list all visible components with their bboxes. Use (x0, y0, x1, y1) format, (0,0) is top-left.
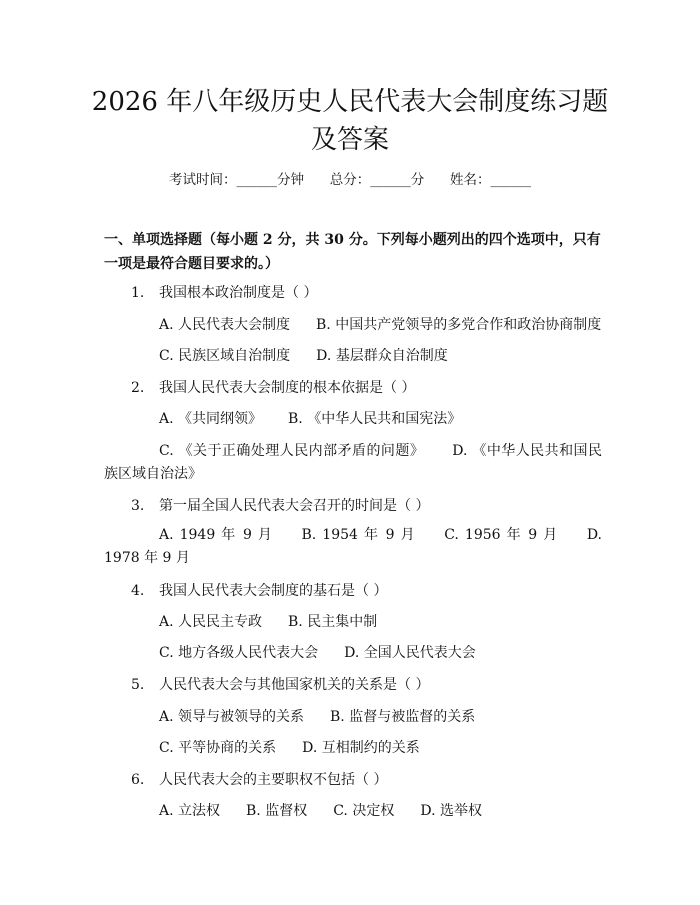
question-2 (131, 377, 415, 397)
question-number: 2. (131, 380, 145, 396)
question-2-options-row-2 (104, 440, 602, 486)
question-number: 1. (131, 285, 145, 301)
option-a: A. 立法权 (159, 803, 221, 819)
question-stem: 人民代表大会的主要职权不包括（ ） (159, 772, 388, 788)
option-a: A. 人民民主专政 (159, 614, 263, 630)
option-a: A. 领导与被领导的关系 (159, 709, 305, 725)
question-number: 5. (131, 677, 145, 693)
question-1-options-row-2 (159, 345, 448, 365)
option-b: B. 监督权 (246, 803, 308, 819)
question-6 (131, 769, 387, 789)
option-d: D. 1978 年 9 月 (104, 527, 602, 566)
option-c: C. 决定权 (333, 803, 395, 819)
option-a: A. 《共同纲领》 (159, 411, 263, 427)
option-c: C. 地方各级人民代表大会 (159, 645, 319, 661)
option-c: C. 民族区域自治制度 (159, 348, 291, 364)
question-1-options-row-1 (159, 314, 601, 334)
option-d: D. 选举权 (420, 803, 482, 819)
question-2-options-row-1 (159, 408, 461, 428)
option-b: B. 监督与被监督的关系 (330, 709, 476, 725)
question-1 (131, 282, 317, 302)
option-b: B. 《中华人民共和国宪法》 (288, 411, 462, 427)
option-c: C. 1956 年 9 月 (444, 527, 559, 543)
question-stem: 我国人民代表大会制度的基石是（ ） (159, 583, 388, 599)
question-5-options-row-1 (159, 706, 475, 726)
question-4-options-row-2 (159, 642, 476, 662)
question-6-options (159, 800, 482, 820)
option-a: A. 人民代表大会制度 (159, 317, 291, 333)
option-a: A. 1949 年 9 月 (159, 527, 274, 543)
question-number: 3. (131, 498, 145, 514)
option-c: C. 《关于正确处理人民内部矛盾的问题》 (159, 443, 425, 459)
question-stem: 我国人民代表大会制度的根本依据是（ ） (159, 380, 416, 396)
exam-info: 考试时间：______分钟 总分：______分 姓名：______ (169, 172, 531, 188)
option-b: B. 1954 年 9 月 (301, 527, 417, 543)
question-stem: 第一届全国人民代表大会召开的时间是（ ） (159, 498, 430, 514)
question-5-options-row-2 (159, 737, 420, 757)
option-d: D. 全国人民代表大会 (344, 645, 476, 661)
option-d: D. 基层群众自治制度 (316, 348, 448, 364)
option-d: D. 《中华人民共和国民族区域自治法》 (104, 443, 602, 482)
question-number: 6. (131, 772, 145, 788)
question-4-options-row-1 (159, 611, 377, 631)
option-b: B. 中国共产党领导的多党合作和政治协商制度 (316, 317, 602, 333)
question-4 (131, 580, 387, 600)
section-heading: 一、单项选择题（每小题 2 分，共 30 分。下列每小题列出的四个选项中，只有一项是最符合题目要求的。） (104, 232, 601, 272)
option-b: B. 民主集中制 (288, 614, 378, 630)
page-title-line-1: 2026 年八年级历史人民代表大会制度练习题 (91, 87, 609, 117)
question-stem: 人民代表大会与其他国家机关的关系是（ ） (159, 677, 430, 693)
page-title-line-2: 及答案 (310, 125, 389, 155)
option-d: D. 互相制约的关系 (302, 740, 420, 756)
question-number: 4. (131, 583, 145, 599)
question-stem: 我国根本政治制度是（ ） (159, 285, 318, 301)
option-c: C. 平等协商的关系 (159, 740, 277, 756)
question-3 (131, 495, 429, 515)
question-3-options (104, 524, 602, 570)
question-5 (131, 674, 429, 694)
